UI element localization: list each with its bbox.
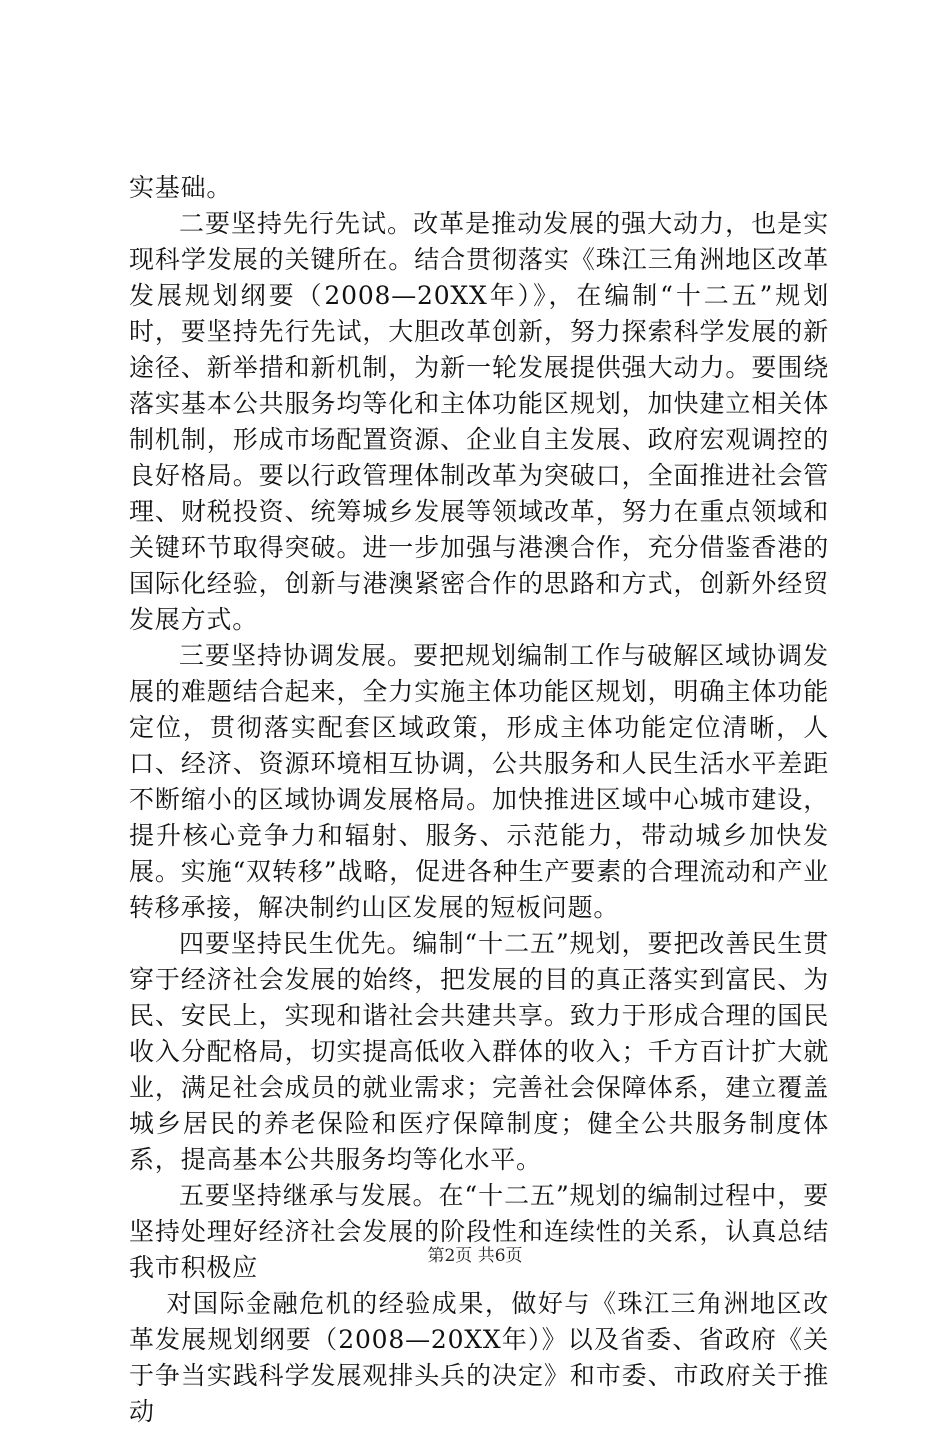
- paragraph-three: 三要坚持协调发展。要把规划编制工作与破解区域协调发展的难题结合起来，全力实施主体功能区规划，明确主体功能定位，贯彻落实配套区域政策，形成主体功能定位清晰，人口、经济、资源环境相互协调，公共服务和人民生活水平差距不断缩小的区域协调发展格局。加快推进区域中心城市建设，提升核心竞争力和辐射、服务、示范能力，带动城乡加快发展。实施“双转移”战略，促进各种生产要素的合理流动和产业转移承接，解决制约山区发展的短板问题。: [129, 641, 829, 922]
- page-footer: [0, 1245, 950, 1267]
- paragraph-continued: 实基础。: [129, 173, 233, 202]
- document-body: [129, 170, 829, 1430]
- page-number: 第2页 共6页: [427, 1246, 523, 1266]
- paragraph-five-continued: 对国际金融危机的经验成果，做好与《珠江三角洲地区改革发展规划纲要（2008—20XX年）》以及省委、省政府《关于争当实践科学发展观排头兵的决定》和市委、市政府关于推动: [129, 1289, 829, 1426]
- paragraph-two: 二要坚持先行先试。改革是推动发展的强大动力，也是实现科学发展的关键所在。结合贯彻落实《珠江三角洲地区改革发展规划纲要（2008—20XX年）》，在编制“十二五”规划时，要坚持先行先试，大胆改革创新，努力探索科学发展的新途径、新举措和新机制，为新一轮发展提供强大动力。要围绕落实基本公共服务均等化和主体功能区规划，加快建立相关体制机制，形成市场配置资源、企业自主发展、政府宏观调控的良好格局。要以行政管理体制改革为突破口，全面推进社会管理、财税投资、统筹城乡发展等领域改革，努力在重点领域和关键环节取得突破。进一步加强与港澳合作，充分借鉴香港的国际化经验，创新与港澳紧密合作的思路和方式，创新外经贸发展方式。: [129, 209, 829, 634]
- paragraph-four: 四要坚持民生优先。编制“十二五”规划，要把改善民生贯穿于经济社会发展的始终，把发展的目的真正落实到富民、为民、安民上，实现和谐社会共建共享。致力于形成合理的国民收入分配格局，切实提高低收入群体的收入；千方百计扩大就业，满足社会成员的就业需求；完善社会保障体系，建立覆盖城乡居民的养老保险和医疗保障制度；健全公共服务制度体系，提高基本公共服务均等化水平。: [129, 929, 829, 1174]
- paragraph-five: 五要坚持继承与发展。在“十二五”规划的编制过程中，要坚持处理好经济社会发展的阶段性和连续性的关系，认真总结我市积极应: [129, 1181, 829, 1282]
